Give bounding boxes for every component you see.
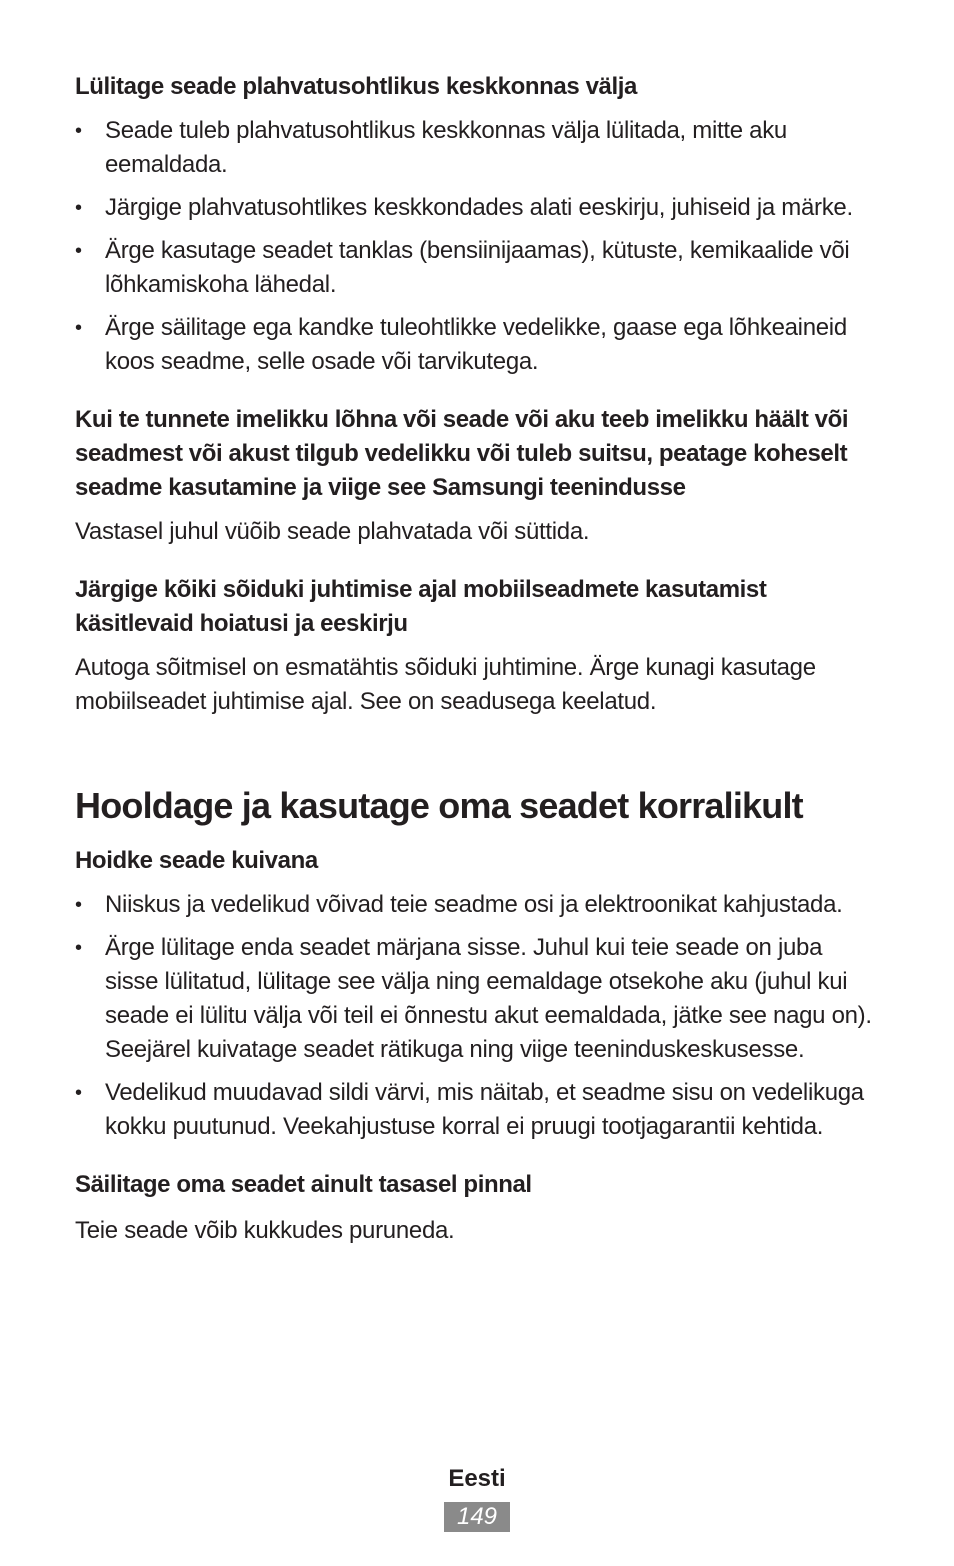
list-item-text: Ärge säilitage ega kandke tuleohtlikke vedelikke, gaase ega lõhkeaineid koos seadme, selle osade või tarvikutega.: [105, 314, 847, 375]
section-title: Hooldage ja kasutage oma seadet korralikult: [75, 785, 803, 826]
bullet-icon: •: [75, 120, 82, 142]
page-footer: [0, 1462, 954, 1532]
bullet-icon: •: [75, 894, 82, 916]
list-item-text: Ärge kasutage seadet tanklas (bensiinijaamas), kütuste, kemikaalide või lõhkamiskoha lähedal.: [105, 237, 850, 298]
list-item: [75, 234, 875, 302]
list-item-text: Niiskus ja vedelikud võivad teie seadme osi ja elektroonikat kahjustada.: [105, 891, 843, 918]
list-item: [75, 114, 875, 182]
list-item-text: Ärge lülitage enda seadet märjana sisse. Juhul kui teie seade on juba sisse lülitatud, lülitage see välja ning eemaldage otsekohe aku (juhul kui seade ei lülitu välja või teil ei õnnestu akut eemaldada, jätke see nagu on). Seejärel kuivatage seadet rätikuga ning viige teeninduskeskusesse.: [105, 934, 872, 1063]
list-item: [75, 311, 875, 379]
bullet-icon: •: [75, 937, 82, 959]
list-item: [75, 191, 875, 225]
list-item: [75, 888, 875, 922]
footer-language: Eesti: [448, 1465, 506, 1492]
section-body-driving: Autoga sõitmisel on esmatähtis sõiduki juhtimine. Ärge kunagi kasutage mobiilseadet juhtimise ajal. See on seadusega keelatud.: [75, 654, 816, 715]
section-heading-flat-surface: Säilitage oma seadet ainult tasasel pinnal: [75, 1171, 532, 1198]
section-heading-explosive: Lülitage seade plahvatusohtlikus keskkonnas välja: [75, 73, 637, 100]
list-item-text: Järgige plahvatusohtlikes keskkondades alati eeskirju, juhiseid ja märke.: [105, 194, 853, 221]
bullet-list-dry: [75, 888, 875, 1144]
section-body-flat-surface: Teie seade võib kukkudes puruneda.: [75, 1217, 455, 1244]
list-item-text: Vedelikud muudavad sildi värvi, mis näitab, et seadme sisu on vedelikuga kokku puutunud. Veekahjustuse korral ei pruugi tootjagarantii kehtida.: [105, 1079, 864, 1140]
bullet-icon: •: [75, 317, 82, 339]
bullet-icon: •: [75, 1082, 82, 1104]
list-item: [75, 931, 875, 1067]
section-heading-driving: Järgige kõiki sõiduki juhtimise ajal mobiilseadmete kasutamist käsitlevaid hoiatusi ja eeskirju: [75, 576, 767, 637]
page-number: 149: [444, 1502, 510, 1532]
section-heading-smell: Kui te tunnete imelikku lõhna või seade või aku teeb imelikku häält või seadmest või akust tilgub vedelikku või tuleb suitsu, peatage koheselt seadme kasutamine ja viige see Samsungi teenindusse: [75, 406, 849, 501]
list-item-text: Seade tuleb plahvatusohtlikus keskkonnas välja lülitada, mitte aku eemaldada.: [105, 117, 787, 178]
bullet-icon: •: [75, 240, 82, 262]
section-body-smell: Vastasel juhul vüõib seade plahvatada või süttida.: [75, 518, 590, 545]
section-heading-dry: Hoidke seade kuivana: [75, 847, 318, 874]
list-item: [75, 1076, 875, 1144]
bullet-list-explosive: [75, 114, 875, 379]
page-content: [75, 70, 875, 1248]
bullet-icon: •: [75, 197, 82, 219]
